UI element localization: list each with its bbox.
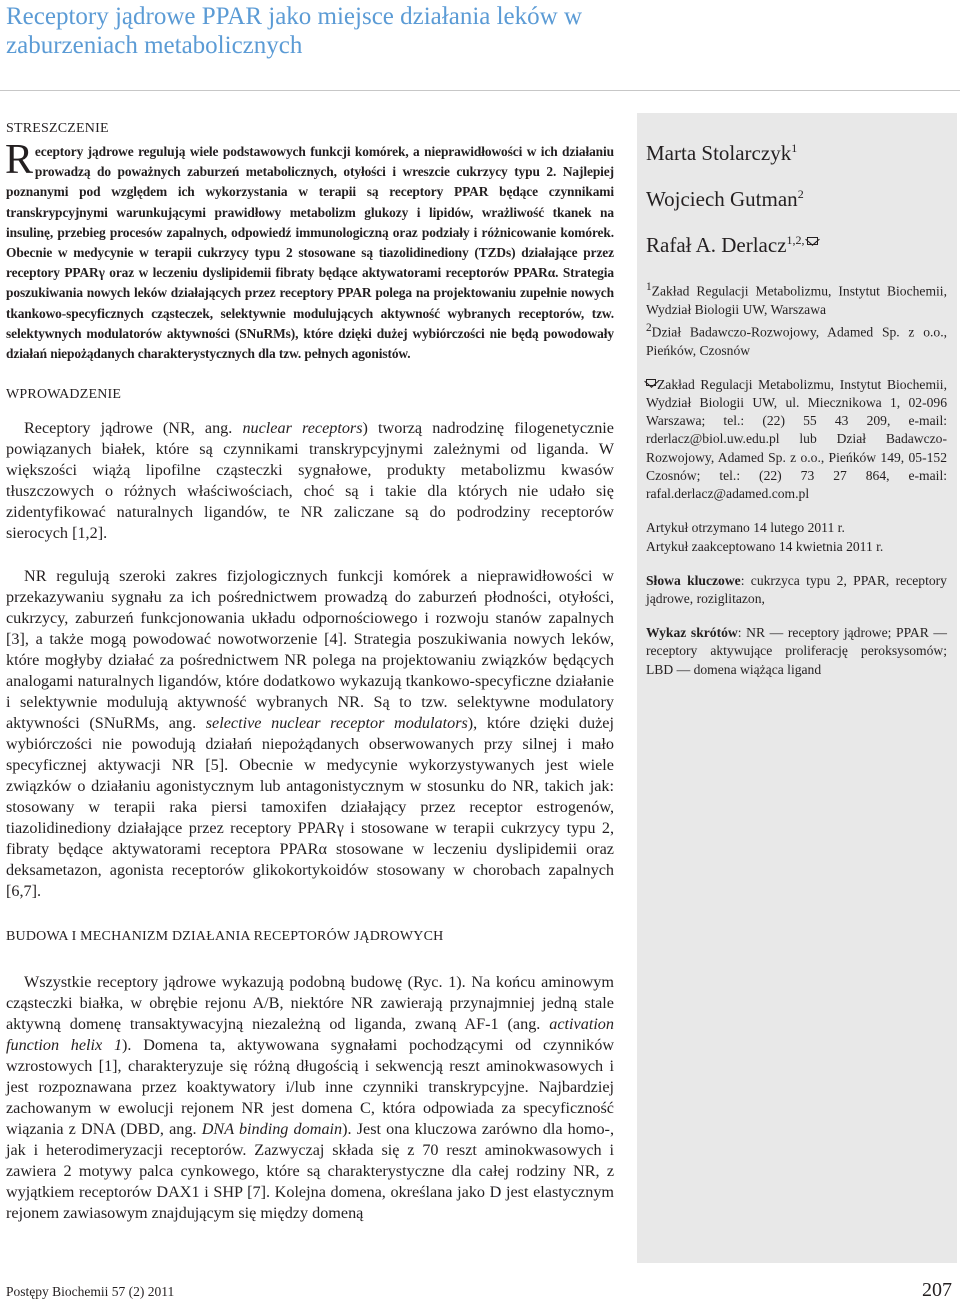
- author-name: Marta Stolarczyk$^1$: [646, 141, 798, 165]
- article-title: Receptory jądrowe PPAR jako miejsce działania leków w zaburzeniach metabolicznych: [6, 3, 583, 59]
- envelope-icon: [646, 379, 656, 386]
- structure-term-dbd: DNA binding domain: [201, 1120, 343, 1139]
- abstract-body: eceptory jądrowe regulują wiele podstawowych funkcji komórek, a nieprawidłowości w ich działaniu prowadzą do poważnych zaburzeń metabolicznych, otyłości i wreszcie cukrzycy typu 2. Najlepiej poznanymi pod względem ich wykorzystania w terapii są receptory PPAR będące czynnikami transkrypcyjnymi warunkującymi prawidłowy metabolizm glukozy i lipidów, wrażliwość tkanek na insulinę, przebieg procesów zapalnych, odpowiedź immunologiczną oraz podziały i różnicowanie komórek. Obecnie w medycynie w terapii cukrzycy typu 2 stosowane są tiazolidinediony (TZDs) działające przez receptory PPARγ oraz w leczeniu dyslipidemii fibraty będące aktywatorami receptorów PPARα. Strategia poszukiwania nowych leków działających przez receptory PPAR polega na projektowaniu zupełnie nowych tkankowo-specyficznych cząsteczek, selektywnie modulujących aktywność wybranych receptorów, tzw. selektywnych modulatorów aktywności (SNuRMs), które dzięki dużej wybiórczości nie będą powodowały działań niepożądanych charakterystycznych dla tzw. pełnych agonistów.: [6, 144, 614, 362]
- author-name: Rafał A. Derlacz$^{1,2,}$: [646, 220, 947, 266]
- intro-heading: WPROWADZENIE: [6, 387, 122, 403]
- structure-heading: BUDOWA I MECHANIZM DZIAŁANIA RECEPTORÓW JĄDROWYCH: [6, 929, 444, 945]
- structure-term-af1: activation function helix 1: [6, 1015, 614, 1055]
- received-date: Artykuł otrzymano 14 lutego 2011 r.: [646, 520, 845, 536]
- affiliation-2: $^2$Dział Badawczo-Rozwojowy, Adamed Sp. z o.o., Pieńków, Czosnów: [646, 321, 947, 358]
- correspondence-address: Zakład Regulacji Metabolizmu, Instytut Biochemii, Wydział Biologii UW, ul. Miecznikowa 1, 02-096 Warszawa; tel.: (22) 55 43 209, e-mail: rderlacz@biol.uw.edu.pl lub Dział Badawczo-Rozwojowy, Adamed Sp. z o.o., Pieńków 149, 05-152 Czosnów; tel.: (22) 73 27 864, e-mail: rafal.derlacz@adamed.com.pl: [646, 376, 947, 502]
- article-sidebar: [637, 113, 957, 1263]
- author-list: [646, 128, 947, 266]
- abbreviations: Wykaz skrótów: NR — receptory jądrowe; PPAR — receptory aktywujące proliferację peroksysomów; LBD — domena wiążąca ligand: [646, 625, 948, 677]
- intro-paragraph-2: NR regulują szeroki zakres fizjologicznych funkcji komórek a nieprawidłowości w przekazywaniu sygnału za ich pośrednictwem prowadzą do zaburzeń płodności, otyłości, cukrzycy, zaburzeń funkcjonowania układu odpornościowego i rozwoju stanów zapalnych [3], a także mogą powodować nowotworzenie [4]. Strategia poszukiwania nowych leków, które mogłyby działać za pośrednictwem NR polega na projektowaniu związków będących analogami naturalnych ligandów, które dodatkowo wykazują tkankowo-specyficzne działanie i selektywnie modulują aktywność wybranych NR. Są to tzw. selektywne modulatory aktywności (SNuRMs, ang. selective nuclear receptor modulators), które dzięki dużej wybiórczości nie powodują działań niepożądanych obserwowanych przy silnej i mało specyficznej aktywacji NR [5]. Obecnie w medycynie wykorzystywanych jest wiele związków o działaniu agonistycznym lub antagonistycznym w stosunku do NR, takich jak: stosowany w terapii raka piersi tamoxifen działający przez receptor estrogenów, tiazolidinediony działające przez receptory PPARγ i stosowane w terapii cukrzycy typu 2, fibraty będące aktywatorami receptora PPARα stosowane w leczeniu dyslipidemii oraz deksametazon, agonista receptorów glikokortykoidów stosowany w chorobach zapalnych [6,7].: [6, 567, 614, 901]
- intro-paragraph-1: Receptory jądrowe (NR, ang. nuclear receptors) tworzą nadrodzinę filogenetycznie powiązanych białek, które są czynnikami transkrypcyjnymi zależnymi od liganda. W większości wiążą lipofilne cząsteczki sygnałowe, produkty metabolizmu kwasów tłuszczowych o różnych właściwościach, choć są i takie dla których nie udało się zidentyfikować naturalnych ligandów, te NR zaliczane są do podrodziny receptorów sierocych [1,2].: [6, 419, 614, 543]
- intro-term-snurms: selective nuclear receptor modulators: [205, 714, 468, 733]
- intro-term-nuclear-receptors: nuclear receptors: [242, 419, 363, 438]
- keywords: Słowa kluczowe: cukrzyca typu 2, PPAR, receptory jądrowe, roziglitazon,: [646, 572, 947, 606]
- page-number: 207: [922, 1279, 952, 1301]
- abstract-text: [5, 137, 614, 364]
- abstract-heading: STRESZCZENIE: [6, 121, 109, 136]
- structure-paragraph: Wszystkie receptory jądrowe wykazują podobną budowę (Ryc. 1). Na końcu aminowym cząsteczki białka, w obrębie rejonu A/B, niektóre NR zawierają przynajmniej jedną stale aktywną domenę transaktywacyjną niezależną od liganda, zwaną AF-1 (ang. activation function helix 1). Domena ta, aktywowana sygnałami pochodzącymi od czynników wzrostowych [1], charakteryzuje się różną długością i sekwencją reszt aminokwasowych i jest rozpoznawana przez koaktywatory i/lub inne czynniki transkrypcyjne. Najbardziej zachowanym w ewolucji rejonem NR jest domena C, która odpowiada za specyficzność wiązania z DNA (DBD, ang. DNA binding domain). Jest ona kluczowa zarówno dla homo-, jak i heterodimeryzacji receptorów. Zazwyczaj składa się z 70 reszt aminokwasowych i zawiera 2 motywy palca cynkowego, które są charakterystyczne dla całej rodziny NR, z wyjątkiem receptorów DAX1 i SHP [7]. Kolejna domena, określana jako D jest elastycznym rejonem zawiasowym znajdującym się między domeną: [6, 973, 615, 1223]
- affiliation-1: $^1$Zakład Regulacji Metabolizmu, Instytut Biochemii, Wydział Biologii UW, Warszawa: [646, 281, 947, 317]
- journal-citation: Postępy Biochemii 57 (2) 2011: [6, 1284, 175, 1299]
- main-column: [6, 120, 614, 1224]
- envelope-icon: [807, 237, 818, 245]
- header-divider: [0, 90, 960, 91]
- author-name: Wojciech Gutman$^2$: [646, 187, 804, 211]
- accepted-date: Artykuł zaakceptowano 14 kwietnia 2011 r.: [646, 538, 884, 554]
- abstract-dropcap: R: [5, 137, 33, 183]
